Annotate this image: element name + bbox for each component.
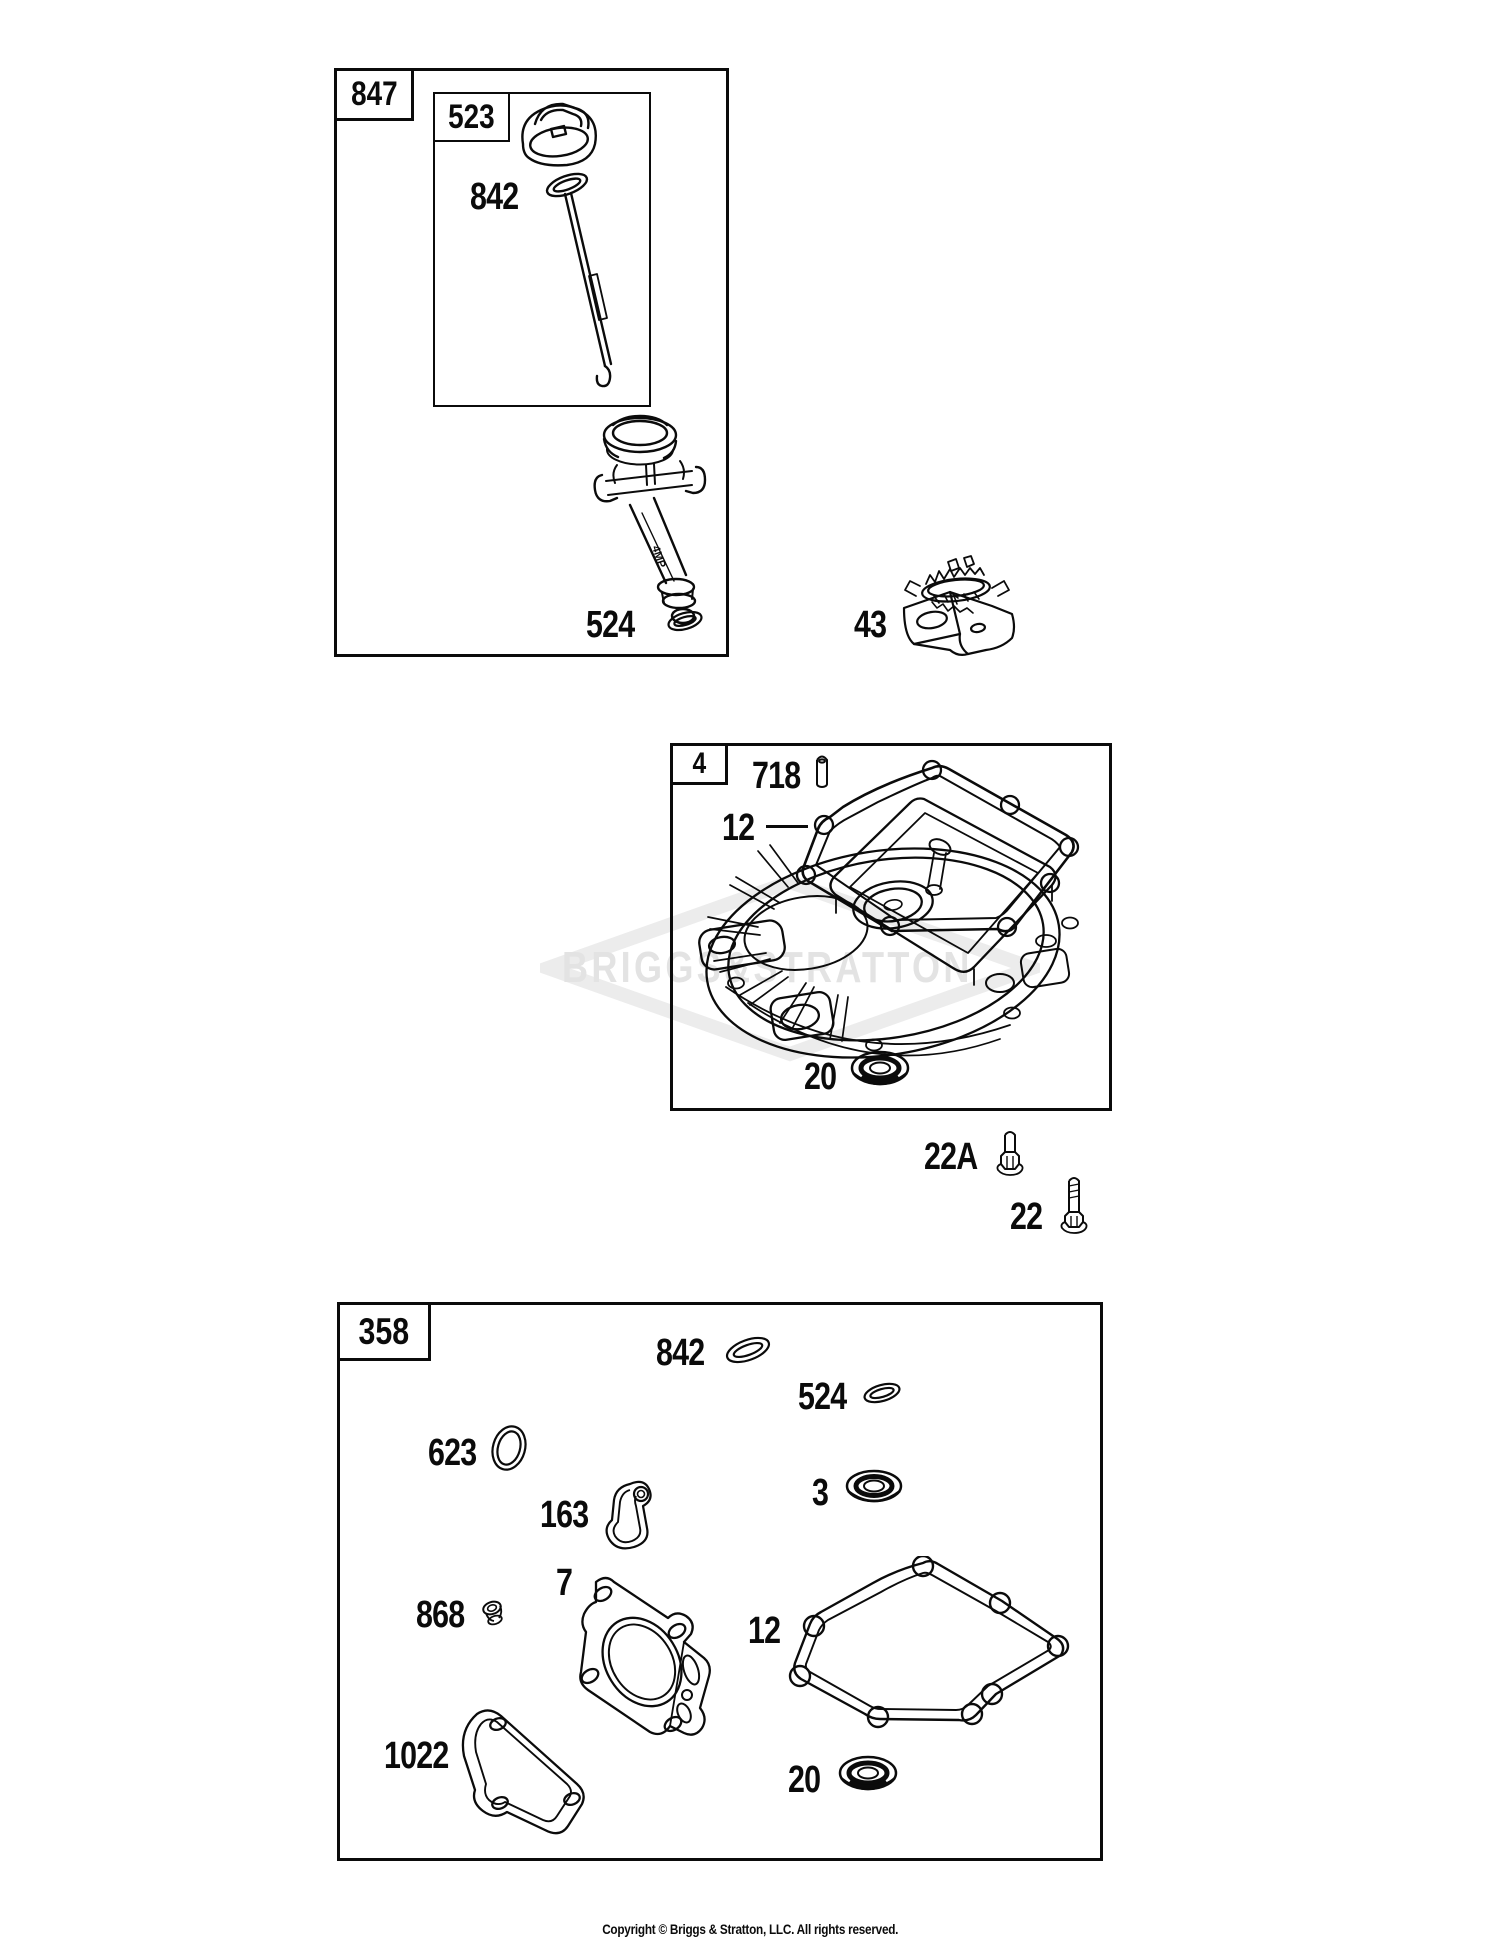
- dipstick-icon: [505, 98, 630, 398]
- leader-line-12: [766, 825, 808, 828]
- callout-163-gasket: 163: [540, 1494, 589, 1536]
- group-label-4: 4: [692, 747, 706, 780]
- watermark-text: BRIGGS&STRATTON: [562, 943, 973, 992]
- callout-43-governor: 43: [854, 604, 887, 646]
- oil-seal-20-icon: [836, 1754, 900, 1804]
- callout-20-gasketset: 20: [788, 1759, 821, 1801]
- bolt-long-icon: [1056, 1174, 1092, 1236]
- group-label-box-358: [337, 1302, 431, 1361]
- callout-20-seal-box4: 20: [804, 1056, 837, 1098]
- oring-524-icon: [860, 1378, 904, 1408]
- oil-fill-tube-icon: [592, 405, 717, 640]
- callout-623-oring: 623: [428, 1432, 477, 1474]
- tube-mold-marking: 4MP: [649, 544, 668, 570]
- group-label-523: 523: [448, 97, 495, 136]
- oil-seal-icon-box4: [848, 1049, 912, 1099]
- callout-12-gasketset: 12: [748, 1610, 781, 1652]
- gasket-1022-icon: [455, 1708, 592, 1854]
- group-label-847: 847: [350, 75, 398, 113]
- callout-12-sump-gasket: 12: [722, 807, 755, 849]
- callout-524-tube-seal: 524: [586, 604, 635, 646]
- oring-623-icon: [486, 1422, 532, 1474]
- callout-524-gasketset: 524: [798, 1376, 847, 1418]
- callout-3-seal: 3: [812, 1472, 829, 1514]
- callout-22a-bolt: 22A: [924, 1136, 978, 1178]
- callout-868-plug: 868: [416, 1594, 465, 1636]
- group-label-358: 358: [358, 1310, 410, 1352]
- callout-842-dipstick-oring: 842: [470, 176, 519, 218]
- callout-718-dowel: 718: [752, 755, 801, 797]
- callout-22-bolt: 22: [1010, 1196, 1043, 1238]
- group-label-box-523: [433, 92, 510, 142]
- bolt-short-icon: [992, 1128, 1028, 1178]
- gasket-163-icon: [596, 1476, 662, 1554]
- callout-842-gasketset: 842: [656, 1332, 705, 1374]
- dowel-pin-icon: [812, 752, 832, 794]
- group-label-box-847: [334, 68, 414, 121]
- copyright-line: [0, 1921, 1500, 1937]
- callout-7-head-gasket: 7: [556, 1562, 573, 1604]
- governor-assembly-icon: [898, 550, 1016, 662]
- callout-1022-gasket: 1022: [384, 1735, 449, 1777]
- head-gasket-7-icon: [572, 1576, 714, 1754]
- copyright-text: Copyright © Briggs & Stratton, LLC. All rights reserved.: [602, 1921, 898, 1937]
- oring-842-icon: [722, 1332, 774, 1368]
- sump-gasket-12-icon: [786, 1556, 1078, 1734]
- crankcase-cover-icon: [678, 755, 1098, 1085]
- oil-seal-3-icon: [843, 1468, 905, 1514]
- plug-868-icon: [480, 1598, 512, 1628]
